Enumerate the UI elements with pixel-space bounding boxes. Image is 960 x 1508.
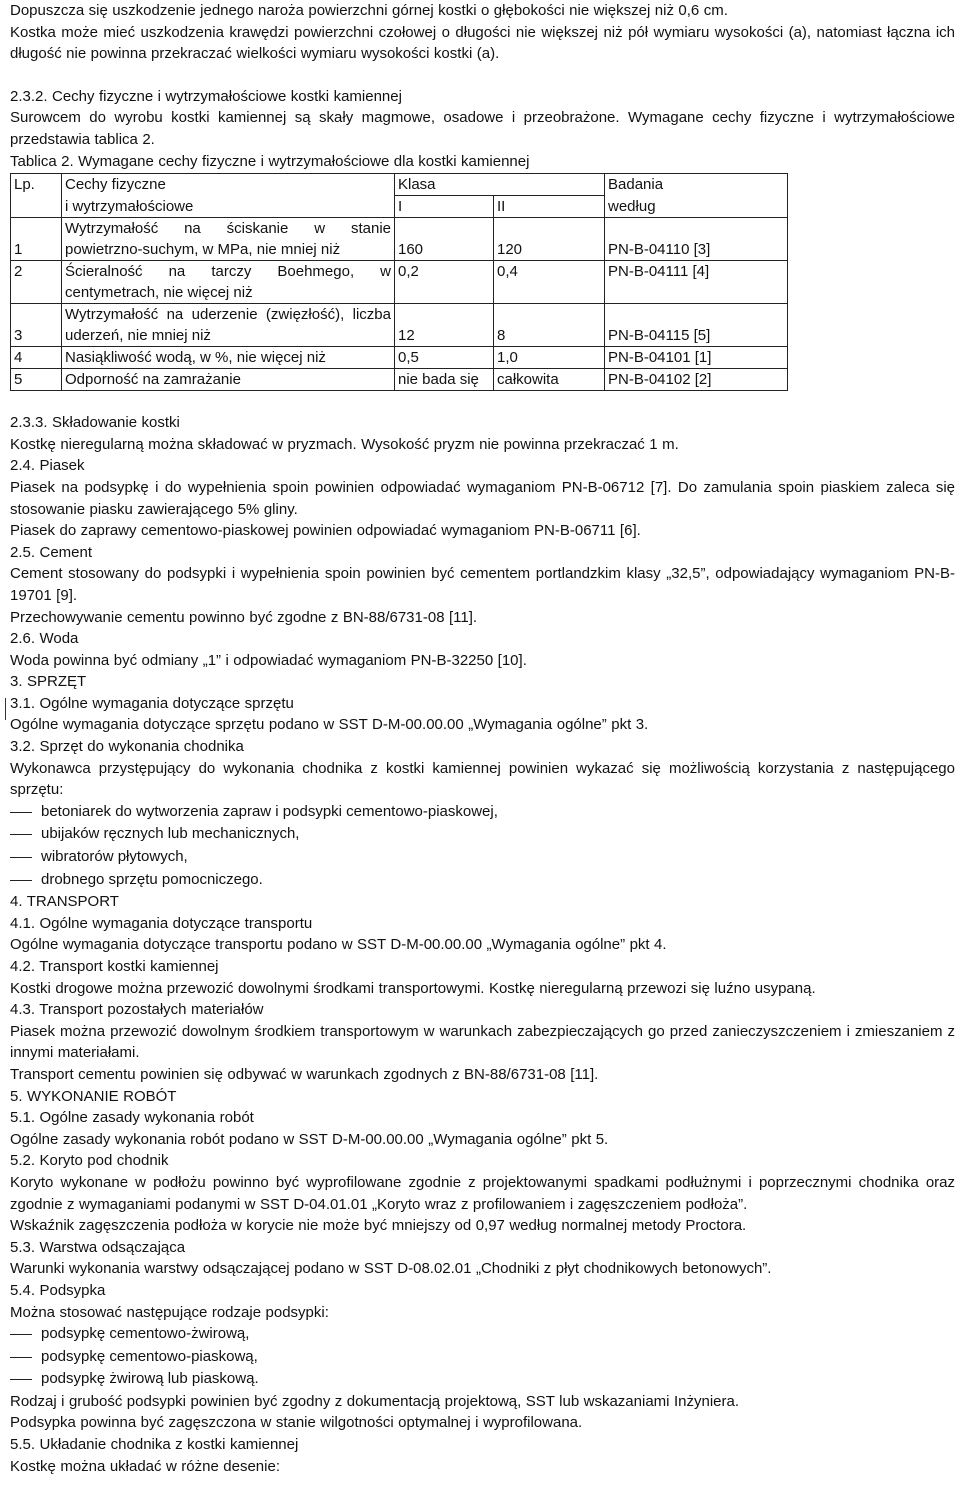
cell-klasa-2: 120 (494, 218, 605, 261)
cell-norma: PN-B-04115 [5] (605, 304, 788, 347)
requirements-table (10, 173, 788, 391)
cell-lp: 3 (11, 304, 62, 347)
section-heading-2-6: 2.6. Woda (10, 630, 79, 648)
intro-paragraph-1: Dopuszcza się uszkodzenie jednego naroża powierzchni górnej kostki o głębokości nie większej niż 0,6 cm. (10, 2, 728, 19)
cell-lp: 4 (11, 347, 62, 369)
section-heading-5: 5. WYKONANIE ROBÓT (10, 1087, 177, 1105)
cell-klasa-2: 0,4 (494, 261, 605, 304)
header-lp: Lp. (11, 174, 62, 196)
cell-klasa-1: 160 (395, 218, 494, 261)
section-heading-5-1: 5.1. Ogólne zasady wykonania robót (10, 1109, 254, 1127)
section-text-5-2-b: Wskaźnik zagęszczenia podłoża w korycie nie może być mniejszy od 0,97 według normalnej metody Proctora. (10, 1217, 747, 1235)
section-text-2-3-2: Surowcem do wyrobu kostki kamiennej są skały magmowe, osadowe i przeobrażone. Wymagane cechy fizyczne i wytrzymałościowe przedstawia tablica 2. (10, 109, 955, 148)
section-heading-5-3: 5.3. Warstwa odsączająca (10, 1238, 186, 1256)
header-klasa-2: II (494, 196, 605, 218)
section-text-5-4: Można stosować następujące rodzaje podsypki: (10, 1303, 329, 1321)
document-page (10, 0, 955, 1477)
header-badania: Badania (605, 174, 788, 196)
section-text-5-4-b: Rodzaj i grubość podsypki powinien być zgodny z dokumentacją projektową, SST lub wskazaniami Inżyniera. (10, 1392, 739, 1410)
section-text-5-1: Ogólne zasady wykonania robót podano w SST D-M-00.00.00 „Wymagania ogólne” pkt 5. (10, 1130, 609, 1148)
section-text-3-2: Wykonawca przystępujący do wykonania chodnika z kostki kamiennej powinien wykazać się możliwością korzystania z następującego sprzętu: (10, 759, 955, 799)
cell-klasa-1: 12 (395, 304, 494, 347)
cell-norma: PN-B-04111 [4] (605, 261, 788, 304)
section-heading-4-3: 4.3. Transport pozostałych materiałów (10, 1001, 264, 1019)
cell-lp: 2 (11, 261, 62, 304)
header-badania-cont: według (605, 196, 788, 218)
cell-norma: PN-B-04102 [2] (605, 369, 788, 391)
section-text-5-2-a: Koryto wykonane w podłożu powinno być wyprofilowane zgodnie z projektowanymi spadkami podłużnymi i poprzecznymi chodnika oraz zgodnie z wymaganiami podanymi w SST D-04.01.01 „Koryto wraz z profilowaniem i zagęszczeniem podłoża”. (10, 1173, 955, 1213)
cell-klasa-1: 0,5 (395, 347, 494, 369)
section-text-3-1: Ogólne wymagania dotyczące sprzętu podano w SST D-M-00.00.00 „Wymagania ogólne” pkt 3. (10, 716, 649, 734)
section-text-2-5-b: Przechowywanie cementu powinno być zgodne z BN-88/6731-08 [11]. (10, 608, 478, 626)
table-row (11, 218, 788, 261)
section-heading-4-2: 4.2. Transport kostki kamiennej (10, 958, 219, 975)
section-heading-4: 4. TRANSPORT (10, 893, 119, 911)
section-text-2-6: Woda powinna być odmiany „1” i odpowiadać wymaganiom PN-B-32250 [10]. (10, 651, 527, 669)
cell-klasa-2: całkowita (494, 369, 605, 391)
list-item: podsypkę żwirową lub piaskową. (10, 1368, 955, 1391)
section-heading-3-1: 3.1. Ogólne wymagania dotyczące sprzętu (10, 694, 294, 712)
table-header-row-2 (11, 196, 788, 218)
section-heading-3-2: 3.2. Sprzęt do wykonania chodnika (10, 738, 244, 756)
intro-paragraph-2: Kostka może mieć uszkodzenia krawędzi powierzchni czołowej o długości nie większej niż pół wymiaru wysokości (a), natomiast łączna ich długość nie powinna przekraczać wielkości wymiaru wysokości kostki (a). (10, 23, 955, 63)
section-text-4-1: Ogólne wymagania dotyczące transportu podano w SST D-M-00.00.00 „Wymagania ogólne” pkt 4. (10, 936, 667, 954)
cell-klasa-2: 8 (494, 304, 605, 347)
section-heading-5-5: 5.5. Układanie chodnika z kostki kamiennej (10, 1436, 299, 1454)
cell-norma: PN-B-04110 [3] (605, 218, 788, 261)
header-cechy-cont: i wytrzymałościowe (62, 196, 395, 218)
header-cechy: Cechy fizyczne (62, 174, 395, 196)
cell-cecha: Nasiąkliwość wodą, w %, nie więcej niż (62, 347, 395, 369)
section-text-5-4-c: Podsypka powinna być zagęszczona w stanie wilgotności optymalnej i wyprofilowana. (10, 1414, 583, 1432)
section-heading-2-5: 2.5. Cement (10, 543, 93, 561)
list-item: podsypkę cementowo-żwirową, (10, 1323, 955, 1346)
section-text-4-2: Kostki drogowe można przewozić dowolnymi środkami transportowymi. Kostkę nieregularną przewozi się luźno usypaną. (10, 979, 816, 997)
cell-cecha: Wytrzymałość na uderzenie (zwięzłość), liczba uderzeń, nie mniej niż (62, 304, 395, 347)
table-row (11, 369, 788, 391)
cell-cecha: Ścieralność na tarczy Boehmego, w centymetrach, nie więcej niż (62, 261, 395, 304)
list-item: drobnego sprzętu pomocniczego. (10, 869, 955, 892)
cell-klasa-1: 0,2 (395, 261, 494, 304)
section-text-2-4-b: Piasek do zaprawy cementowo-piaskowej powinien odpowiadać wymaganiom PN-B-06711 [6]. (10, 522, 641, 540)
section-text-5-5: Kostkę można układać w różne desenie: (10, 1457, 280, 1475)
cell-norma: PN-B-04101 [1] (605, 347, 788, 369)
table-row (11, 304, 788, 347)
list-item: wibratorów płytowych, (10, 846, 955, 869)
section-text-4-3-a: Piasek można przewozić dowolnym środkiem transportowym w warunkach zabezpieczających go przed zanieczyszczeniem i zmieszaniem z innymi materiałami. (10, 1022, 955, 1062)
header-klasa-1: I (395, 196, 494, 218)
section-heading-2-4: 2.4. Piasek (10, 457, 85, 475)
section-heading-2-3-2: 2.3.2. Cechy fizyczne i wytrzymałościowe kostki kamiennej (10, 87, 402, 105)
table-caption: Tablica 2. Wymagane cechy fizyczne i wytrzymałościowe dla kostki kamiennej (10, 152, 530, 170)
list-item: betoniarek do wytworzenia zapraw i podsypki cementowo-piaskowej, (10, 801, 955, 824)
cell-lp: 1 (11, 218, 62, 261)
section-heading-2-3-3: 2.3.3. Składowanie kostki (10, 414, 180, 432)
spacer (10, 65, 955, 86)
text-cursor (5, 698, 6, 720)
table-row (11, 347, 788, 369)
equipment-list (10, 801, 955, 891)
section-heading-5-2: 5.2. Koryto pod chodnik (10, 1152, 169, 1170)
section-heading-3: 3. SPRZĘT (10, 673, 87, 691)
section-heading-5-4: 5.4. Podsypka (10, 1281, 106, 1299)
section-text-4-3-b: Transport cementu powinien się odbywać w warunkach zgodnych z BN-88/6731-08 [11]. (10, 1065, 599, 1083)
cell-cecha: Odporność na zamrażanie (62, 369, 395, 391)
section-text-2-4-a: Piasek na podsypkę i do wypełnienia spoin powinien odpowiadać wymaganiom PN-B-06712 [7]. Do zamulania spoin piaskiem zaleca się stosowanie piasku zawierającego 5% gliny. (10, 478, 955, 518)
table-header-row-1 (11, 174, 788, 196)
cell-cecha: Wytrzymałość na ściskanie w stanie powietrzno-suchym, w MPa, nie mniej niż (62, 218, 395, 261)
subbase-list (10, 1323, 955, 1391)
cell-klasa-1: nie bada się (395, 369, 494, 391)
section-text-2-3-3: Kostkę nieregularną można składować w pryzmach. Wysokość pryzm nie powinna przekraczać 1 m. (10, 435, 679, 453)
header-klasa: Klasa (395, 174, 605, 196)
section-text-2-5-a: Cement stosowany do podsypki i wypełnienia spoin powinien być cementem portlandzkim klasy „32,5”, odpowiadający wymaganiom PN-B-19701 [9]. (10, 565, 955, 604)
section-text-5-3: Warunki wykonania warstwy odsączającej podano w SST D-08.02.01 „Chodniki z płyt chodnikowych betonowych”. (10, 1260, 772, 1278)
list-item: podsypkę cementowo-piaskową, (10, 1346, 955, 1369)
cell-lp: 5 (11, 369, 62, 391)
table-row (11, 261, 788, 304)
list-item: ubijaków ręcznych lub mechanicznych, (10, 823, 955, 846)
header-lp-cont (11, 196, 62, 218)
spacer (10, 391, 955, 412)
section-heading-4-1: 4.1. Ogólne wymagania dotyczące transportu (10, 914, 313, 932)
cell-klasa-2: 1,0 (494, 347, 605, 369)
